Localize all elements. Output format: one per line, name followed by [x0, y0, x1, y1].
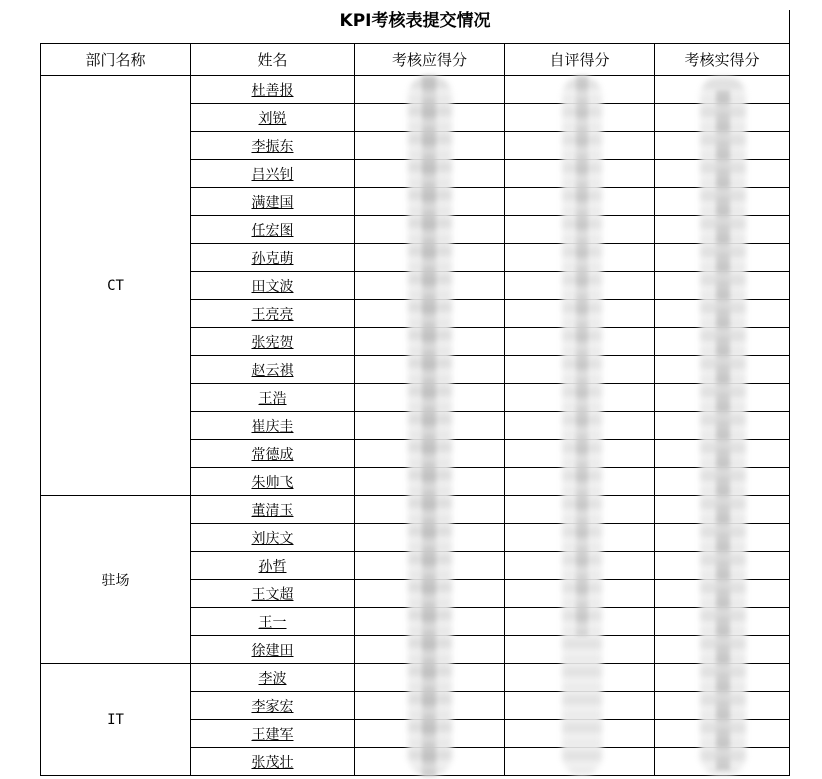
employee-name-cell: [191, 76, 355, 104]
employee-name-link[interactable]: 田文波: [251, 278, 294, 295]
employee-name-cell: [191, 608, 355, 636]
employee-name-link[interactable]: 赵云祺: [251, 362, 294, 379]
employee-name-link[interactable]: 李家宏: [251, 698, 294, 715]
employee-name-link[interactable]: 王文超: [251, 586, 294, 603]
employee-name-link[interactable]: 满建国: [251, 194, 294, 211]
employee-name-link[interactable]: 刘庆文: [251, 530, 294, 547]
employee-name-link[interactable]: 王建军: [251, 726, 294, 743]
department-cell: CT: [41, 76, 191, 496]
employee-name-link[interactable]: 吕兴钊: [251, 166, 294, 183]
employee-name-cell: [191, 748, 355, 776]
employee-name-link[interactable]: 王一: [258, 614, 287, 631]
employee-name-cell: [191, 496, 355, 524]
employee-name-link[interactable]: 王亮亮: [251, 306, 294, 323]
employee-name-cell: [191, 300, 355, 328]
employee-name-cell: [191, 524, 355, 552]
department-cell: IT: [41, 664, 191, 776]
employee-name-link[interactable]: 刘锐: [258, 110, 287, 127]
employee-name-cell: [191, 216, 355, 244]
employee-name-link[interactable]: 徐建田: [251, 642, 294, 659]
document-title: KPI考核表提交情况: [339, 11, 491, 31]
employee-name-cell: [191, 356, 355, 384]
employee-name-link[interactable]: 李振东: [251, 138, 294, 155]
header-department: 部门名称: [41, 44, 191, 76]
employee-name-link[interactable]: 张宪贺: [251, 334, 294, 351]
employee-name-link[interactable]: 李波: [258, 670, 287, 687]
employee-name-link[interactable]: 董清玉: [251, 502, 294, 519]
header-actual-score: 考核实得分: [655, 44, 790, 76]
employee-name-link[interactable]: 任宏图: [251, 222, 294, 239]
employee-name-cell: [191, 412, 355, 440]
employee-name-cell: [191, 132, 355, 160]
header-row: [41, 44, 790, 76]
redacted-self-scores-core: [576, 76, 588, 636]
page-edge-rule: [789, 10, 790, 44]
employee-name-cell: [191, 188, 355, 216]
redacted-actual-scores-core: [716, 90, 730, 770]
redacted-expected-scores-core: [422, 76, 436, 776]
employee-name-link[interactable]: 崔庆圭: [251, 418, 294, 435]
header-expected-score: 考核应得分: [355, 44, 505, 76]
header-self-score: 自评得分: [505, 44, 655, 76]
employee-name-cell: [191, 328, 355, 356]
header-name: 姓名: [191, 44, 355, 76]
employee-name-cell: [191, 104, 355, 132]
employee-name-cell: [191, 384, 355, 412]
employee-name-cell: [191, 552, 355, 580]
employee-name-link[interactable]: 朱帅飞: [251, 474, 294, 491]
employee-name-link[interactable]: 杜善报: [251, 82, 294, 99]
employee-name-cell: [191, 664, 355, 692]
employee-name-cell: [191, 440, 355, 468]
employee-name-cell: [191, 692, 355, 720]
employee-name-cell: [191, 160, 355, 188]
employee-name-link[interactable]: 孙哲: [258, 558, 287, 575]
department-cell: 驻场: [41, 496, 191, 664]
employee-name-link[interactable]: 张茂壮: [251, 754, 294, 771]
employee-name-cell: [191, 468, 355, 496]
employee-name-link[interactable]: 孙克萌: [251, 250, 294, 267]
employee-name-link[interactable]: 常德成: [251, 446, 294, 463]
employee-name-cell: [191, 636, 355, 664]
employee-name-link[interactable]: 王浩: [258, 390, 287, 407]
employee-name-cell: [191, 720, 355, 748]
employee-name-cell: [191, 580, 355, 608]
employee-name-cell: [191, 244, 355, 272]
employee-name-cell: [191, 272, 355, 300]
